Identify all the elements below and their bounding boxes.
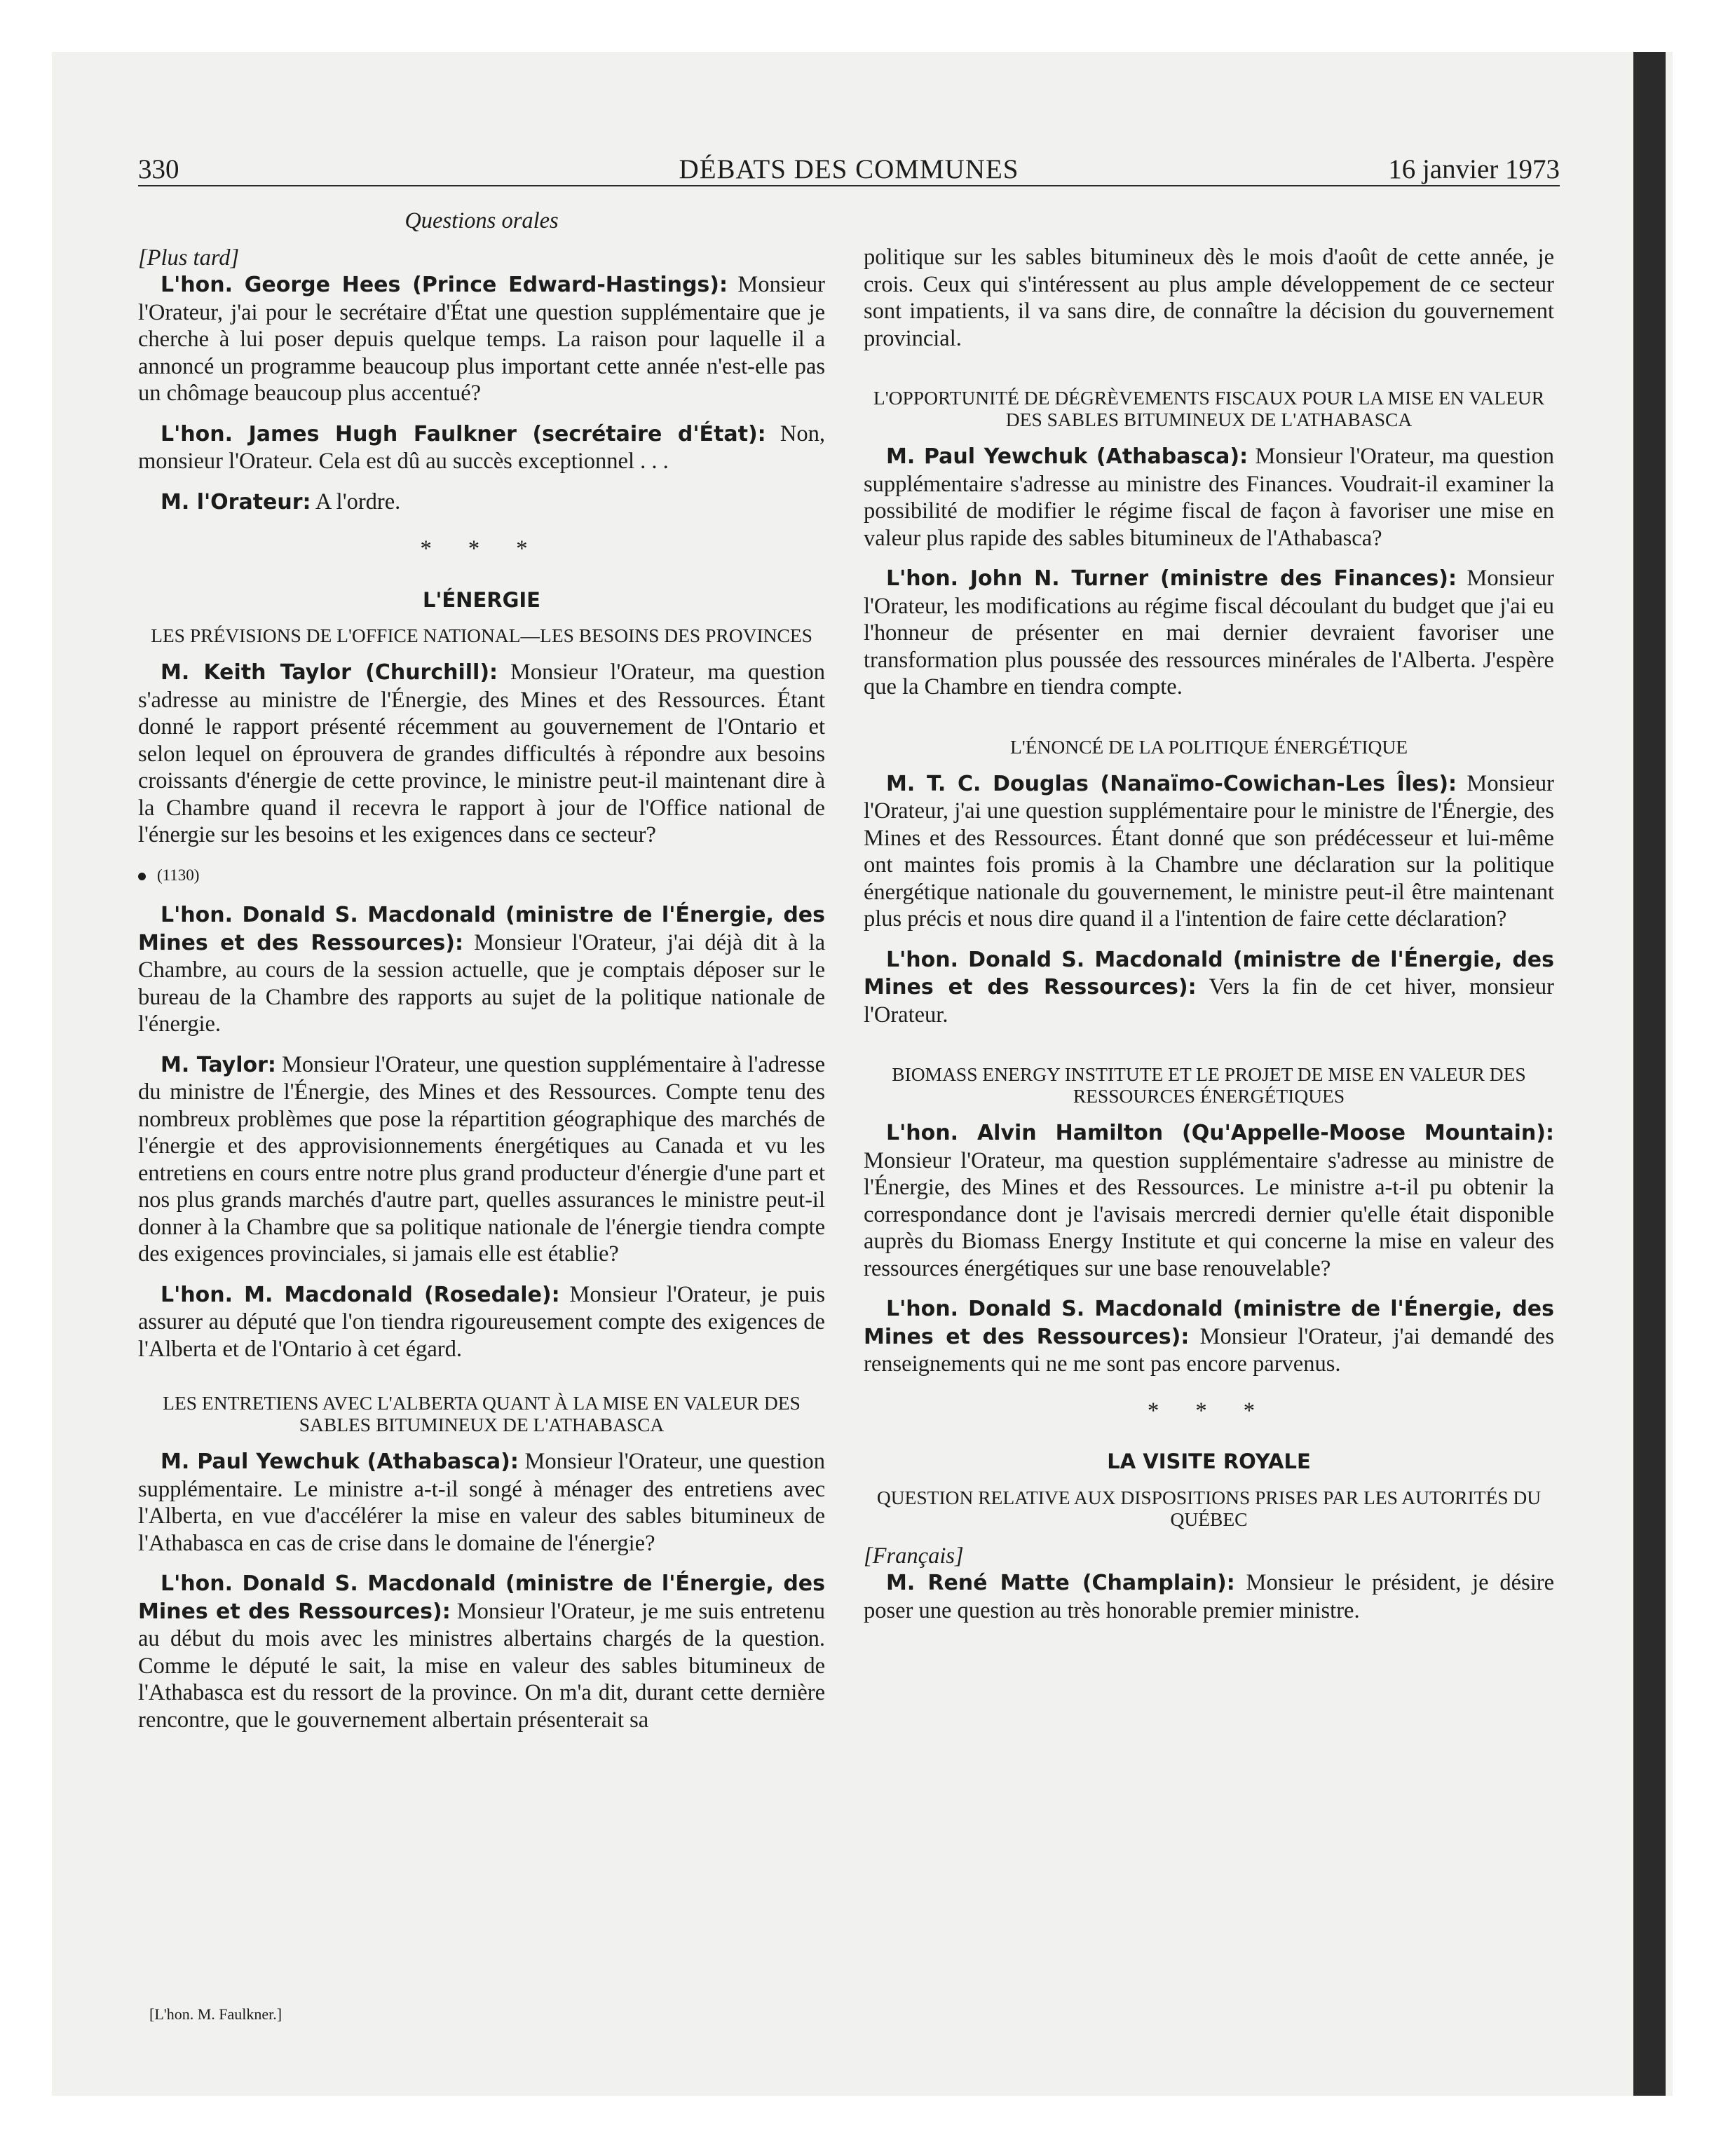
page-number: 330 [138, 154, 179, 184]
speech-paragraph [864, 1569, 1554, 1624]
speech-paragraph [864, 770, 1554, 933]
speaker-name: L'hon. Donald S. Macdonald (ministre de l'Énergie, des Mines et des Ressources): [864, 947, 1554, 999]
speech-text: Vers la fin de cet hiver, monsieur l'Orateur. [864, 974, 1554, 1028]
speech-paragraph [864, 1119, 1554, 1282]
speech-paragraph [138, 901, 825, 1038]
speech-paragraph [864, 946, 1554, 1029]
speaker-name: M. l'Orateur: [161, 489, 311, 514]
speech-paragraph [138, 1570, 825, 1733]
right-column [864, 244, 1554, 1637]
speech-paragraph [138, 659, 825, 849]
subsection-heading: LES ENTRETIENS AVEC L'ALBERTA QUANT À LA MISE EN VALEUR DES SABLES BITUMINEUX DE L'ATHABASCA [163, 1392, 801, 1435]
speech-text: Monsieur l'Orateur, ma question s'adresse au ministre de l'Énergie, des Mines et des Ressources. Étant donné le rapport présenté récemment au gouvernement de l'Ontario et selon lequel on éprouvera de grandes difficultés à répondre aux besoins croissants d'énergie de cette province, le ministre peut-il maintenant dire à la Chambre quand il recevra le rapport à jour de l'Office national de l'énergie sur les besoins et les exigences dans ce secteur? [138, 660, 825, 847]
page-footer: [L'hon. M. Faulkner.] [149, 2005, 283, 2023]
procedural-note: [Plus tard] [138, 245, 240, 271]
speech-text: Monsieur l'Orateur, je puis assurer au député que l'on tiendra rigoureusement compte des exigences de l'Alberta et de l'Ontario à cet égard. [138, 1281, 825, 1362]
page-header [138, 153, 1560, 186]
subsection-heading: BIOMASS ENERGY INSTITUTE ET LE PROJET DE MISE EN VALEUR DES RESSOURCES ÉNERGÉTIQUES [892, 1063, 1526, 1107]
speaker-name: M. Paul Yewchuk (Athabasca): [886, 444, 1248, 469]
speech-text: Monsieur l'Orateur, ma question supplémentaire s'adresse au ministre de l'Énergie, des Mines et des Ressources. Le ministre a-t-il pu obtenir la correspondance dont je l'avisais mercredi dernier qu'elle était disponible auprès du Biomass Energy Institute et qui concerne la mise en valeur des ressources énergétiques sur une base renouvelable? [864, 1147, 1554, 1281]
speaker-name: M. René Matte (Champlain): [886, 1571, 1235, 1595]
subsection-heading: L'OPPORTUNITÉ DE DÉGRÈVEMENTS FISCAUX POUR LA MISE EN VALEUR DES SABLES BITUMINEUX DE L'ATHABASCA [873, 387, 1545, 430]
speech-paragraph [138, 1448, 825, 1557]
speech-paragraph [864, 565, 1554, 701]
speech-text: Non, monsieur l'Orateur. Cela est dû au succès exceptionnel . . . [138, 421, 825, 474]
section-subject: Questions orales [404, 208, 559, 233]
language-note: [Français] [864, 1543, 964, 1569]
speaker-name: L'hon. James Hugh Faulkner (secrétaire d'État): [161, 421, 766, 446]
speaker-name: L'hon. George Hees (Prince Edward-Hastings): [161, 273, 728, 297]
section-heading: L'ÉNERGIE [423, 587, 540, 612]
subsection-heading: QUESTION RELATIVE AUX DISPOSITIONS PRISES PAR LES AUTORITÉS DU QUÉBEC [876, 1486, 1542, 1530]
speaker-name: M. Taylor: [161, 1052, 276, 1077]
section-separator: * * * [1148, 1398, 1270, 1424]
speech-text: Monsieur l'Orateur, les modifications au régime fiscal découlant du budget que j'ai eu l'honneur de présenter en mai dernier devraient favoriser une transformation plus poussée des ressources minérales de l'Alberta. J'espère que la Chambre en tiendra compte. [864, 566, 1555, 700]
scan-edge-shadow [1633, 52, 1666, 2096]
speech-paragraph [864, 1295, 1554, 1378]
speech-paragraph [138, 1281, 825, 1363]
speech-paragraph [138, 1051, 825, 1268]
speaker-name: L'hon. Donald S. Macdonald (ministre de l'Énergie, des Mines et des Ressources): [864, 1297, 1554, 1349]
left-column [138, 207, 825, 1747]
speaker-name: L'hon. Alvin Hamilton (Qu'Appelle-Moose Mountain): [886, 1121, 1554, 1145]
speech-text: Monsieur l'Orateur, j'ai pour le secrétaire d'État une question supplémentaire que je cherche à lui poser depuis quelque temps. La raison pour laquelle il a annoncé un programme beaucoup plus important cette année n'est-elle pas un chômage beaucoup plus accentué? [138, 272, 825, 406]
publication-title: DÉBATS DES COMMUNES [679, 154, 1019, 184]
speaker-name: L'hon. Donald S. Macdonald (ministre de l'Énergie, des Mines et des Ressources): [138, 1571, 825, 1624]
speech-text: A l'ordre. [311, 489, 401, 514]
speech-text: Monsieur le président, je désire poser une question au très honorable premier ministre. [864, 1570, 1554, 1623]
time-stamp: (1130) [157, 866, 200, 884]
speech-text: Monsieur l'Orateur, une question supplémentaire à l'adresse du ministre de l'Énergie, des Mines et des Ressources. Compte tenu des nombreux problèmes que pose la répartition géographique des marchés de l'énergie et des approvisionnements énergétiques au Canada et vu les entretiens en cours entre notre plus grand producteur d'énergie d'une part et nos plus grands marchés d'autre part, quelles assurances le ministre peut-il donner à la Chambre que sa politique nationale de l'énergie tiendra compte des exigences provinciales, si jamais elle est établie? [138, 1051, 826, 1267]
time-marker [138, 862, 825, 889]
speech-text: Monsieur l'Orateur, j'ai demandé des renseignements qui ne me sont pas encore parvenus. [864, 1323, 1555, 1377]
speech-paragraph [138, 489, 825, 517]
speaker-name: L'hon. Donald S. Macdonald (ministre de l'Énergie, des Mines et des Ressources): [138, 903, 825, 955]
issue-date: 16 janvier 1973 [1388, 154, 1560, 184]
section-heading: LA VISITE ROYALE [1107, 1449, 1311, 1473]
speech-continuation: politique sur les sables bitumineux dès le mois d'août de cette année, je crois. Ceux qui s'intéressent au plus ample développement de ce secteur sont impatients, il va sans dire, de connaître la décision du gouvernement provincial. [864, 245, 1554, 351]
header-rule [138, 185, 1560, 186]
speech-paragraph [138, 271, 825, 407]
speech-text: Monsieur l'Orateur, je me suis entretenu au début du mois avec les ministres albertains chargés de la question. Comme le député le sait, la mise en valeur des sables bitumineux de l'Athabasca est du ressort de la province. On m'a dit, durant cette dernière rencontre, que le gouvernement albertain présenterait sa [138, 1598, 825, 1733]
speaker-name: M. Keith Taylor (Churchill): [161, 660, 498, 685]
subsection-heading: L'ÉNONCÉ DE LA POLITIQUE ÉNERGÉTIQUE [1009, 735, 1408, 758]
bullet-icon [138, 873, 146, 880]
speech-text: Monsieur l'Orateur, j'ai déjà dit à la Chambre, au cours de la session actuelle, que je comptais déposer sur le bureau de la Chambre des rapports au sujet de la politique nationale de l'énergie. [138, 929, 826, 1037]
speech-text: Monsieur l'Orateur, une question supplémentaire. Le ministre a-t-il songé à ménager des entretiens avec l'Alberta, en vue d'accélérer la mise en valeur des sables bitumineux de l'Athabasca en cas de crise dans le domaine de l'énergie? [138, 1449, 825, 1556]
speech-text: Monsieur l'Orateur, j'ai une question supplémentaire pour le ministre de l'Énergie, des Mines et des Ressources. Étant donné que son prédécesseur et lui-même ont maintes fois promis à la Chambre une déclaration sur la politique énergétique nationale du gouvernement, le ministre peut-il être maintenant plus précis et nous dire quand il a l'intention de faire cette déclaration? [864, 770, 1554, 932]
speech-paragraph [864, 443, 1554, 552]
speaker-name: L'hon. M. Macdonald (Rosedale): [161, 1282, 560, 1307]
subsection-heading: LES PRÉVISIONS DE L'OFFICE NATIONAL—LES BESOINS DES PROVINCES [151, 625, 812, 646]
speaker-name: M. T. C. Douglas (Nanaïmo-Cowichan-Les Îles): [886, 771, 1457, 796]
speech-text: Monsieur l'Orateur, ma question supplémentaire s'adresse au ministre des Finances. Voudrait-il examiner la possibilité de modifier le régime fiscal de façon à favoriser une mise en valeur plus rapide des sables bitumineux de l'Athabasca? [864, 444, 1554, 551]
speaker-name: M. Paul Yewchuk (Athabasca): [161, 1449, 519, 1474]
speaker-name: L'hon. John N. Turner (ministre des Finances): [886, 566, 1457, 591]
section-separator: * * * [420, 536, 543, 561]
speech-paragraph [138, 421, 825, 475]
